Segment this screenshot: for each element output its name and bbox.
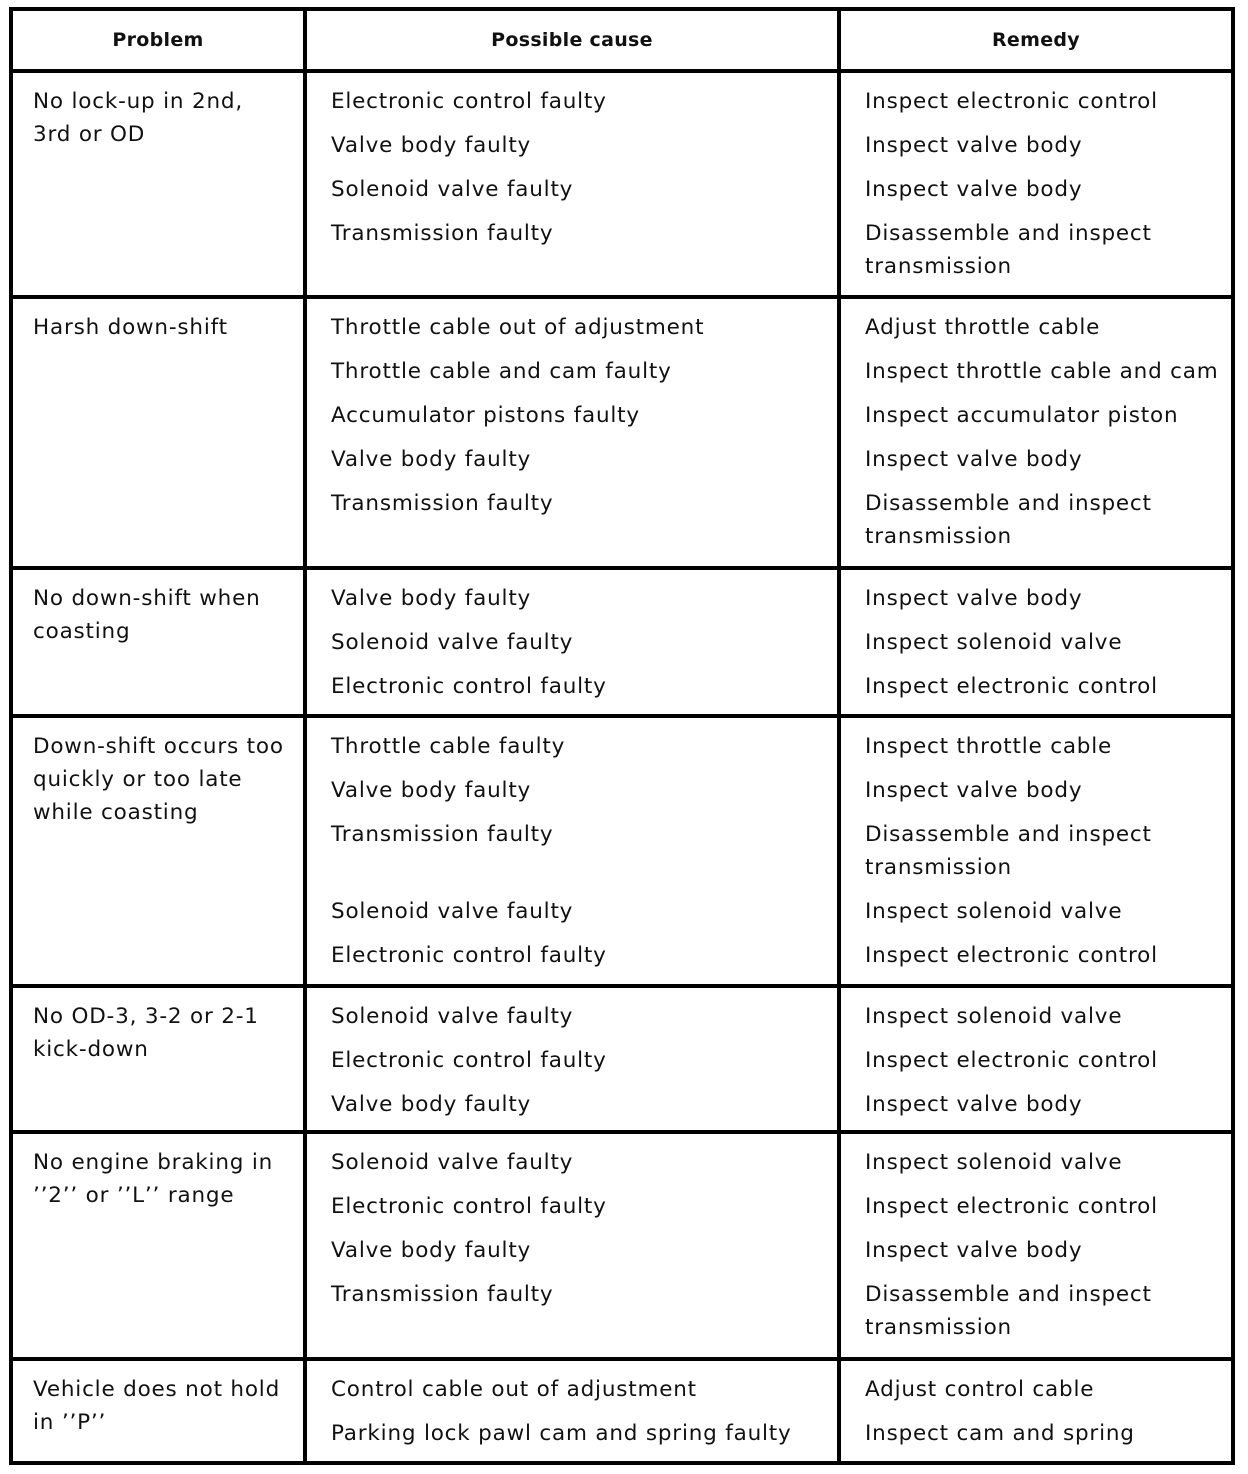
table-row [11, 986, 1233, 1132]
table-row [11, 297, 1233, 567]
problem-cell: No down-shift when coasting [11, 568, 305, 716]
cause-item: Valve body faulty [331, 1092, 532, 1118]
table-row [11, 716, 1233, 986]
cause-cell [305, 568, 839, 716]
remedy-item: Inspect valve body [865, 585, 1083, 611]
cause-item: Electronic control faulty [331, 89, 607, 114]
header-possible-cause: Possible cause [305, 9, 839, 71]
problem-cell: No engine braking in ’’2’’ or ’’L’’ range [11, 1132, 305, 1358]
cause-item: Transmission faulty [331, 221, 554, 246]
table-row [11, 71, 1233, 297]
cause-item: Electronic control faulty [331, 1048, 607, 1074]
cause-item: Valve body faulty [331, 777, 532, 803]
remedy-item: Disassemble and inspect transmission [865, 821, 1152, 880]
cause-item: Solenoid valve faulty [331, 1004, 574, 1030]
remedy-cell [839, 986, 1233, 1132]
remedy-item: Disassemble and inspect transmission [865, 221, 1152, 279]
troubleshooting-table [9, 7, 1235, 1465]
cause-item: Electronic control faulty [331, 942, 607, 968]
header-row [11, 9, 1233, 71]
cause-item: Solenoid valve faulty [331, 629, 574, 655]
header-problem: Problem [11, 9, 305, 71]
cause-item: Valve body faulty [331, 1238, 532, 1264]
remedy-cell [839, 71, 1233, 297]
table-row [11, 568, 1233, 716]
remedy-item: Inspect solenoid valve [865, 1150, 1123, 1176]
remedy-item: Inspect electronic control [865, 942, 1158, 968]
remedy-item: Inspect cam and spring [865, 1420, 1135, 1446]
cause-item: Throttle cable faulty [331, 733, 566, 759]
remedy-cell [839, 1359, 1233, 1463]
remedy-item: Inspect valve body [865, 1238, 1083, 1264]
remedy-item: Inspect valve body [865, 447, 1083, 473]
problem-cell: No OD-3, 3-2 or 2-1 kick-down [11, 986, 305, 1132]
cause-cell [305, 716, 839, 986]
cause-cell [305, 1132, 839, 1358]
cause-item: Transmission faulty [331, 821, 554, 847]
cause-cell [305, 297, 839, 567]
cause-item: Electronic control faulty [331, 673, 607, 699]
remedy-item: Disassemble and inspect transmission [865, 1282, 1152, 1341]
problem-cell: Down-shift occurs too quickly or too late while coasting [11, 716, 305, 986]
cause-item: Control cable out of adjustment [331, 1376, 697, 1402]
remedy-cell [839, 297, 1233, 567]
cause-item: Transmission faulty [331, 491, 554, 517]
cause-item: Solenoid valve faulty [331, 1150, 574, 1176]
cause-cell [305, 71, 839, 297]
cause-item: Accumulator pistons faulty [331, 403, 640, 429]
remedy-item: Inspect solenoid valve [865, 629, 1123, 655]
troubleshooting-table-container [9, 7, 1231, 1465]
problem-cell: Harsh down-shift [11, 297, 305, 567]
remedy-item: Inspect accumulator piston [865, 403, 1179, 429]
cause-item: Solenoid valve faulty [331, 177, 574, 202]
remedy-item: Inspect valve body [865, 777, 1083, 803]
remedy-cell [839, 1132, 1233, 1358]
remedy-item: Inspect valve body [865, 1092, 1083, 1118]
cause-item: Parking lock pawl cam and spring faulty [331, 1420, 792, 1446]
remedy-item: Inspect electronic control [865, 89, 1158, 114]
remedy-item: Inspect electronic control [865, 673, 1158, 699]
cause-item: Throttle cable and cam faulty [331, 359, 672, 385]
table-row [11, 1359, 1233, 1463]
remedy-item: Inspect valve body [865, 177, 1083, 202]
cause-item: Solenoid valve faulty [331, 898, 574, 924]
remedy-cell [839, 716, 1233, 986]
table-row [11, 1132, 1233, 1358]
remedy-item: Inspect solenoid valve [865, 1004, 1123, 1030]
remedy-item: Inspect electronic control [865, 1194, 1158, 1220]
remedy-item: Inspect throttle cable [865, 733, 1113, 759]
cause-item: Transmission faulty [331, 1282, 554, 1308]
remedy-cell [839, 568, 1233, 716]
cause-item: Valve body faulty [331, 133, 532, 158]
remedy-item: Inspect valve body [865, 133, 1083, 158]
problem-cell: Vehicle does not hold in ’’P’’ [11, 1359, 305, 1463]
cause-item: Throttle cable out of adjustment [331, 315, 705, 341]
remedy-item: Adjust control cable [865, 1376, 1095, 1402]
header-remedy: Remedy [839, 9, 1233, 71]
remedy-item: Disassemble and inspect transmission [865, 491, 1152, 550]
cause-item: Valve body faulty [331, 585, 532, 611]
remedy-item: Adjust throttle cable [865, 315, 1101, 341]
cause-item: Valve body faulty [331, 447, 532, 473]
cause-cell [305, 986, 839, 1132]
remedy-item: Inspect solenoid valve [865, 898, 1123, 924]
remedy-item: Inspect throttle cable and cam [865, 359, 1219, 385]
cause-cell [305, 1359, 839, 1463]
cause-item: Electronic control faulty [331, 1194, 607, 1220]
remedy-item: Inspect electronic control [865, 1048, 1158, 1074]
problem-cell: No lock-up in 2nd, 3rd or OD [11, 71, 305, 297]
